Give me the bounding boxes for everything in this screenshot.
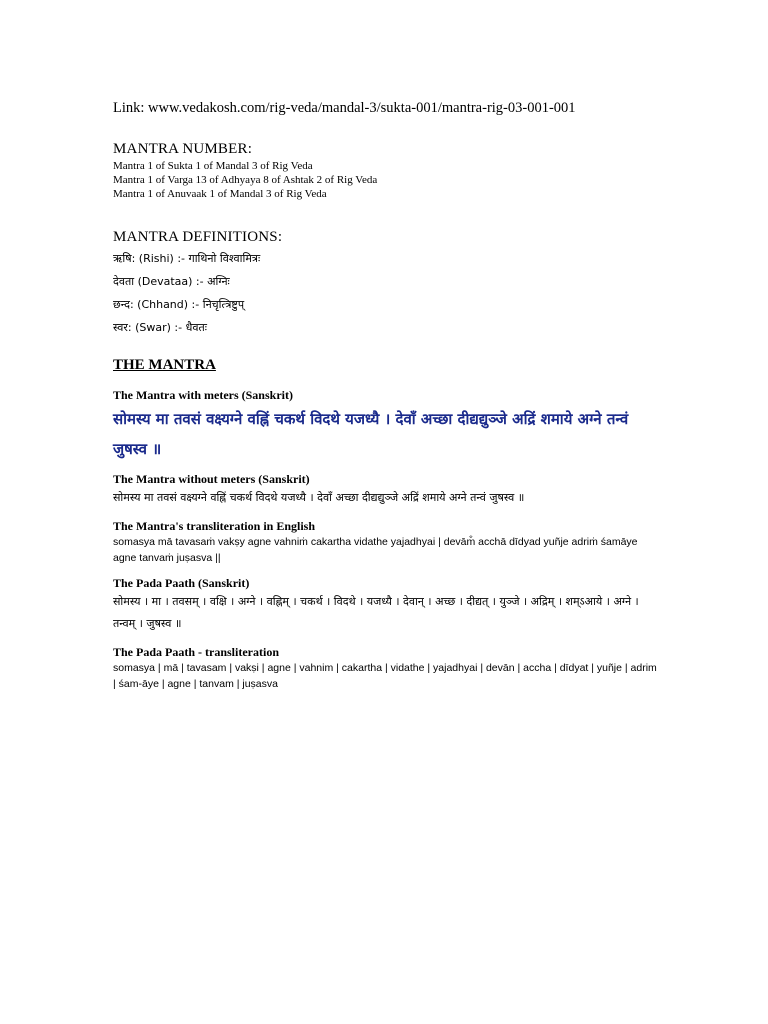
mantra-with-meters-text: सोमस्य मा तवसं वक्ष्यग्ने वह्निं चकर्थ विदथे यजध्यै । देवाँ अच्छा दीद्यद्युञ्जे अद्रिं शमाये अग्ने तन्वं जुषस्व ॥ <box>113 410 629 458</box>
without-meters-label: The Mantra without meters (Sanskrit) <box>113 472 310 486</box>
definition-swar: स्वर: (Swar) :- धैवतः <box>113 321 207 334</box>
mantra-definitions-heading: MANTRA DEFINITIONS: <box>113 229 283 245</box>
document-page <box>113 100 658 702</box>
pada-paath-text: सोमस्य । मा । तवसम् । वक्षि । अग्ने । वह्निम् । चकर्थ । विदथे । यजध्यै । देवान् । अच्छ । दीद्यत् । युञ्जे । अद्रिम् । शम्ऽआये । अग्ने । तन्वम् । जुषस्व ॥ <box>113 595 639 630</box>
pada-translit-label: The Pada Paath - transliteration <box>113 645 279 659</box>
definition-chhand: छन्द: (Chhand) :- निचृत्त्रिष्टुप् <box>113 298 245 311</box>
transliteration-label: The Mantra's transliteration in English <box>113 519 316 533</box>
mantra-without-meters-text: सोमस्य मा तवसं वक्ष्यग्ने वह्निं चकर्थ विदथे यजध्यै । देवाँ अच्छा दीद्यद्युञ्जे अद्रिं शमाये अग्ने तन्वं जुषस्व ॥ <box>113 491 525 504</box>
pada-translit-text: somasya | mā | tavasam | vakṣi | agne | vahnim | cakartha | vidathe | yajadhyai | devān | accha | dīdyat | yuñje | adrim | śam-āye | agne | tanvam | juṣasva <box>113 662 657 690</box>
definition-devata: देवता (Devataa) :- अग्निः <box>113 275 230 288</box>
the-mantra-heading: THE MANTRA <box>113 357 216 373</box>
mantra-number-line-3: Mantra 1 of Anuvaak 1 of Mandal 3 of Rig Veda <box>113 188 327 200</box>
mantra-number-line-1: Mantra 1 of Sukta 1 of Mandal 3 of Rig Veda <box>113 160 313 172</box>
mantra-number-heading: MANTRA NUMBER: <box>113 141 253 157</box>
with-meters-label: The Mantra with meters (Sanskrit) <box>113 388 293 402</box>
pada-paath-label: The Pada Paath (Sanskrit) <box>113 576 250 590</box>
source-link[interactable]: Link: www.vedakosh.com/rig-veda/mandal-3/sukta-001/mantra-rig-03-001-001 <box>113 100 576 116</box>
definition-rishi: ऋषि: (Rishi) :- गाथिनो विश्वामित्रः <box>113 252 261 265</box>
mantra-transliteration-text: somasya mā tavasaṁ vakṣy agne vahniṁ cakartha vidathe yajadhyai | devām̐ acchā dīdyad yuñje adriṁ śamāye agne tanvaṁ juṣasva || <box>113 536 638 564</box>
mantra-number-line-2: Mantra 1 of Varga 13 of Adhyaya 8 of Ashtak 2 of Rig Veda <box>113 174 378 186</box>
